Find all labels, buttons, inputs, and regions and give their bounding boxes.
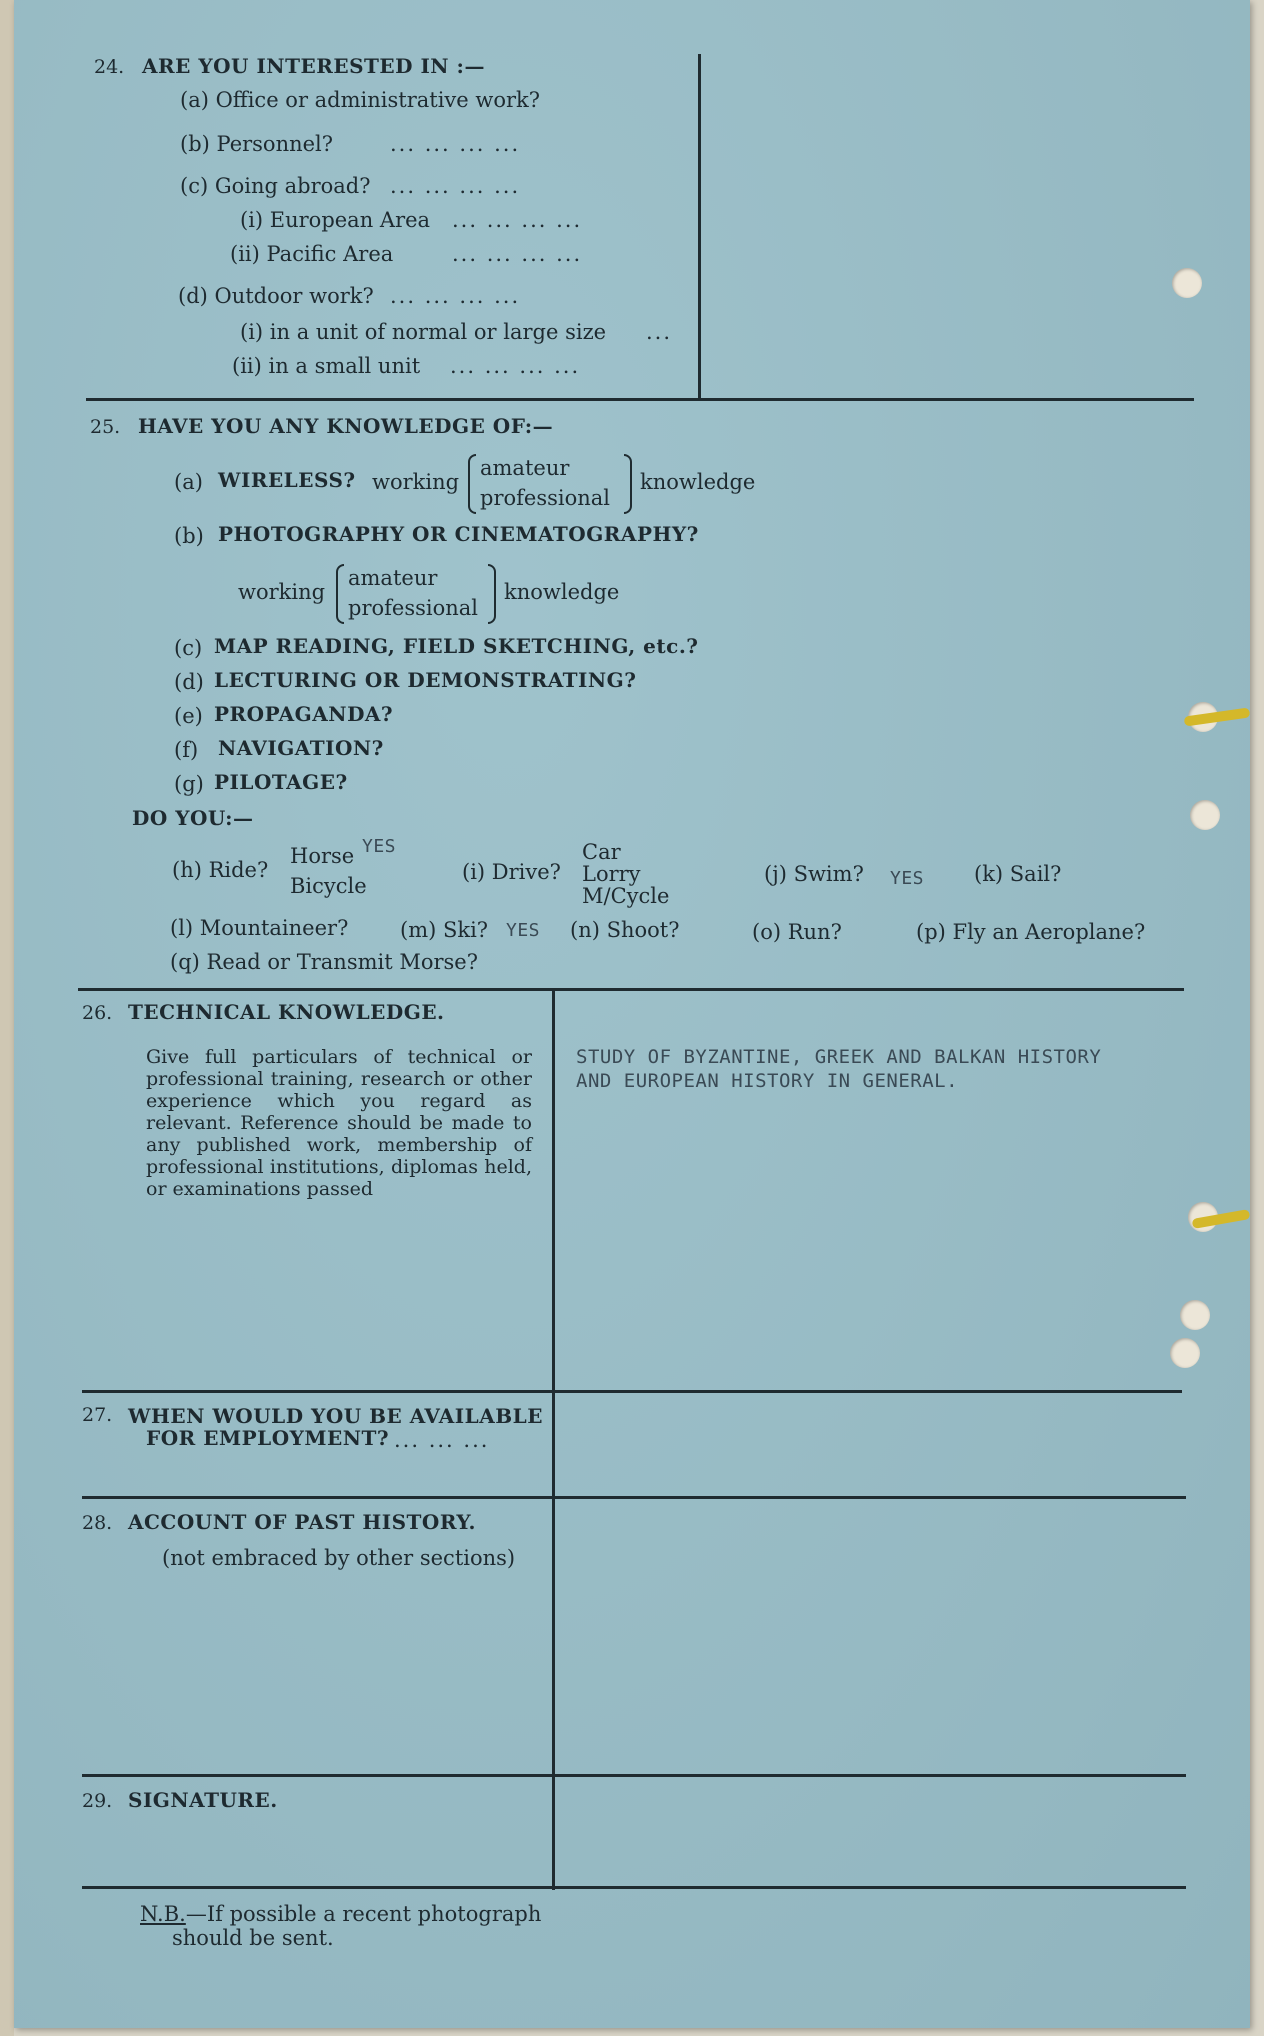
nb-label: N.B. — [140, 1902, 186, 1926]
q27-line1: WHEN WOULD YOU BE AVAILABLE — [128, 1404, 543, 1428]
q25-c-label: MAP READING, FIELD SKETCHING, etc.? — [214, 634, 699, 658]
q26-number: 26. — [82, 1002, 113, 1024]
q25-i: (i) Drive? — [462, 860, 561, 884]
q26-answer-line2: AND EUROPEAN HISTORY IN GENERAL. — [576, 1070, 959, 1092]
q24-b: (b) Personnel? — [180, 132, 334, 156]
q25-number: 25. — [90, 416, 121, 438]
nb-note-line2: should be sent. — [172, 1926, 334, 1950]
q27-number: 27. — [82, 1404, 113, 1426]
bicycle-label: Bicycle — [290, 874, 367, 898]
ski-answer: YES — [506, 920, 541, 941]
column-divider — [552, 990, 555, 1890]
q25-e-prefix: (e) — [174, 704, 203, 728]
q26-title: TECHNICAL KNOWLEDGE. — [128, 1000, 445, 1024]
q25-j: (j) Swim? — [764, 862, 864, 886]
rule — [78, 988, 1184, 991]
amateur-label: amateur — [348, 566, 438, 590]
dot-leader: ... ... ... ... — [390, 174, 521, 198]
dot-leader: ... ... ... ... — [390, 132, 521, 156]
q24-c-ii: (ii) Pacific Area — [230, 242, 394, 266]
q24-divider — [698, 54, 701, 400]
dot-leader: ... ... ... ... — [452, 208, 583, 232]
form-sheet — [14, 0, 1250, 2028]
rule — [82, 1774, 1186, 1777]
q25-title: HAVE YOU ANY KNOWLEDGE OF:— — [138, 414, 554, 438]
mcycle-label: M/Cycle — [582, 884, 670, 908]
q24-d-i: (i) in a unit of normal or large size — [240, 320, 607, 344]
q25-a-label: WIRELESS? — [218, 468, 356, 492]
dot-leader: ... ... ... ... — [390, 284, 521, 308]
dot-leader: ... ... ... ... — [450, 354, 581, 378]
q25-p: (p) Fly an Aeroplane? — [916, 920, 1146, 944]
swim-answer: YES — [890, 868, 925, 889]
brace-left — [468, 454, 476, 514]
nb-note-line1 — [140, 1902, 541, 1926]
car-label: Car — [582, 840, 621, 864]
q25-k: (k) Sail? — [974, 862, 1062, 886]
q28-title: ACCOUNT OF PAST HISTORY. — [128, 1510, 476, 1534]
q28-number: 28. — [82, 1512, 113, 1534]
professional-label: professional — [480, 486, 610, 510]
ride-answer: YES — [362, 836, 397, 857]
q25-c-prefix: (c) — [174, 636, 203, 660]
amateur-label: amateur — [480, 456, 570, 480]
rule — [86, 398, 1194, 401]
lorry-label: Lorry — [582, 862, 641, 886]
dot-leader: ... — [646, 320, 673, 344]
q25-d-label: LECTURING OR DEMONSTRATING? — [214, 668, 637, 692]
q25-g-label: PILOTAGE? — [214, 770, 348, 794]
q29-title: SIGNATURE. — [128, 1788, 278, 1812]
q25-m: (m) Ski? — [400, 918, 489, 942]
q25-g-prefix: (g) — [174, 772, 204, 796]
q29-number: 29. — [82, 1790, 113, 1812]
q25-b-label: PHOTOGRAPHY OR CINEMATOGRAPHY? — [218, 522, 699, 546]
punch-hole — [1190, 800, 1220, 830]
working-label: working — [238, 580, 326, 604]
q24-number: 24. — [94, 56, 125, 78]
nb-text: —If possible a recent photograph — [185, 1902, 542, 1926]
horse-label: Horse — [290, 844, 355, 868]
rule — [82, 1496, 1186, 1499]
punch-hole — [1172, 268, 1202, 298]
q25-f-label: NAVIGATION? — [218, 736, 384, 760]
dot-leader: ... ... ... ... — [452, 242, 583, 266]
q24-d: (d) Outdoor work? — [178, 284, 374, 308]
q24-a: (a) Office or administrative work? — [180, 88, 541, 112]
punch-hole — [1180, 1300, 1210, 1330]
q24-c-i: (i) European Area — [240, 208, 431, 232]
q28-subtitle: (not embraced by other sections) — [162, 1546, 516, 1570]
q26-instructions: Give full particulars of technical or professional training, research or other experience which you regard as relevant. Reference should be made to any published work, membership of professional institutions, diplomas held, or examinations passed — [146, 1046, 532, 1200]
q25-d-prefix: (d) — [174, 670, 204, 694]
professional-label: professional — [348, 596, 478, 620]
dot-leader: ... ... ... — [394, 1428, 490, 1452]
brace-right — [488, 564, 496, 624]
q25-a-prefix: (a) — [174, 470, 203, 494]
rule — [82, 1390, 1182, 1393]
working-label: working — [372, 470, 460, 494]
q25-q: (q) Read or Transmit Morse? — [170, 950, 478, 974]
q25-n: (n) Shoot? — [570, 918, 680, 942]
punch-hole — [1170, 1338, 1200, 1368]
q25-f-prefix: (f) — [174, 738, 199, 762]
knowledge-label: knowledge — [640, 470, 756, 494]
q24-title: ARE YOU INTERESTED IN :— — [142, 54, 485, 78]
page-edge — [0, 0, 14, 2036]
q25-l: (l) Mountaineer? — [170, 916, 349, 940]
do-you-heading: DO YOU:— — [132, 806, 254, 830]
q26-answer-line1: STUDY OF BYZANTINE, GREEK AND BALKAN HISTORY — [576, 1046, 1102, 1068]
q27-line2: FOR EMPLOYMENT? — [146, 1426, 390, 1450]
q25-h: (h) Ride? — [172, 858, 269, 882]
brace-left — [336, 564, 344, 624]
q25-b-prefix: (b) — [174, 524, 204, 548]
brace-right — [624, 454, 632, 514]
q25-e-label: PROPAGANDA? — [214, 702, 394, 726]
q24-d-ii: (ii) in a small unit — [232, 354, 421, 378]
q24-c: (c) Going abroad? — [180, 174, 371, 198]
knowledge-label: knowledge — [504, 580, 620, 604]
rule — [82, 1886, 1186, 1889]
q25-o: (o) Run? — [752, 920, 842, 944]
